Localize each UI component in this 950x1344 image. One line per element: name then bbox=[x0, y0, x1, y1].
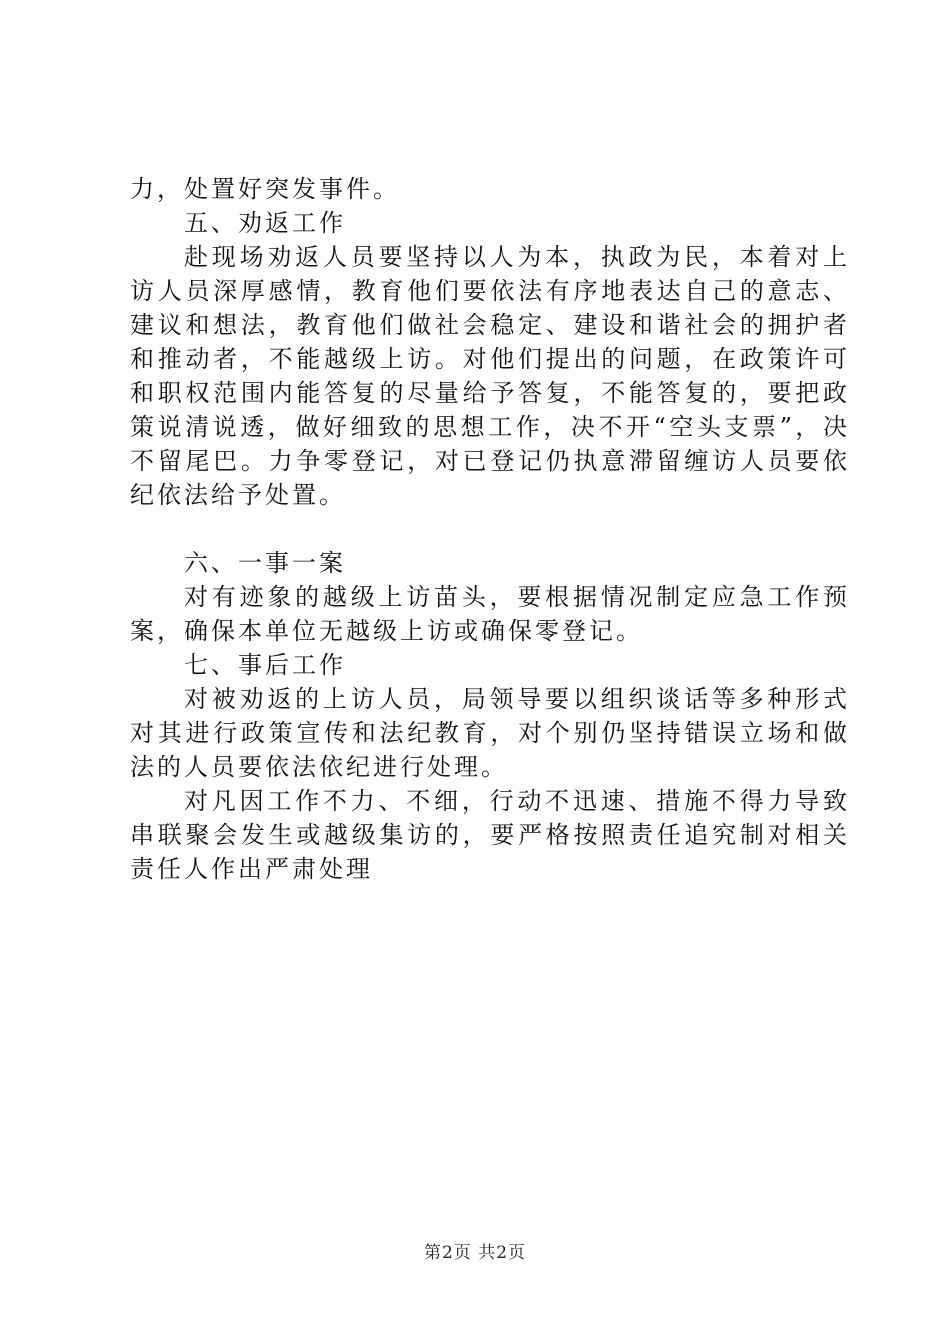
paragraph-one-case: 对有迹象的越级上访苗头，要根据情况制定应急工作预案，确保本单位无越级上访或确保零登记。 bbox=[130, 583, 850, 645]
paragraph-accountability: 对凡因工作不力、不细，行动不迅速、措施不得力导致串联聚会发生或越级集访的，要严格按照责任追究制对相关责任人作出严肃处理 bbox=[130, 787, 850, 883]
document-body bbox=[130, 172, 850, 886]
section-heading-5: 五、劝返工作 bbox=[184, 209, 346, 237]
page-number-footer: 第2页 共2页 bbox=[423, 1243, 527, 1263]
section-heading-7: 七、事后工作 bbox=[184, 651, 346, 679]
paragraph-continuation: 力，处置好突发事件。 bbox=[130, 175, 400, 203]
section-heading-6: 六、一事一案 bbox=[184, 549, 346, 577]
paragraph-follow-up: 对被劝返的上访人员，局领导要以组织谈话等多种形式对其进行政策宣传和法纪教育，对个别仍坚持错误立场和做法的人员要依法依纪进行处理。 bbox=[130, 685, 850, 781]
paragraph-persuasion: 赴现场劝返人员要坚持以人为本，执政为民，本着对上访人员深厚感情，教育他们要依法有序地表达自己的意志、建议和想法，教育他们做社会稳定、建设和谐社会的拥护者和推动者，不能越级上访。对他们提出的问题，在政策许可和职权范围内能答复的尽量给予答复，不能答复的，要把政策说清说透，做好细致的思想工作，决不开“空头支票”，决不留尾巴。力争零登记，对已登记仍执意滞留缠访人员要依纪依法给予处置。 bbox=[130, 243, 850, 509]
